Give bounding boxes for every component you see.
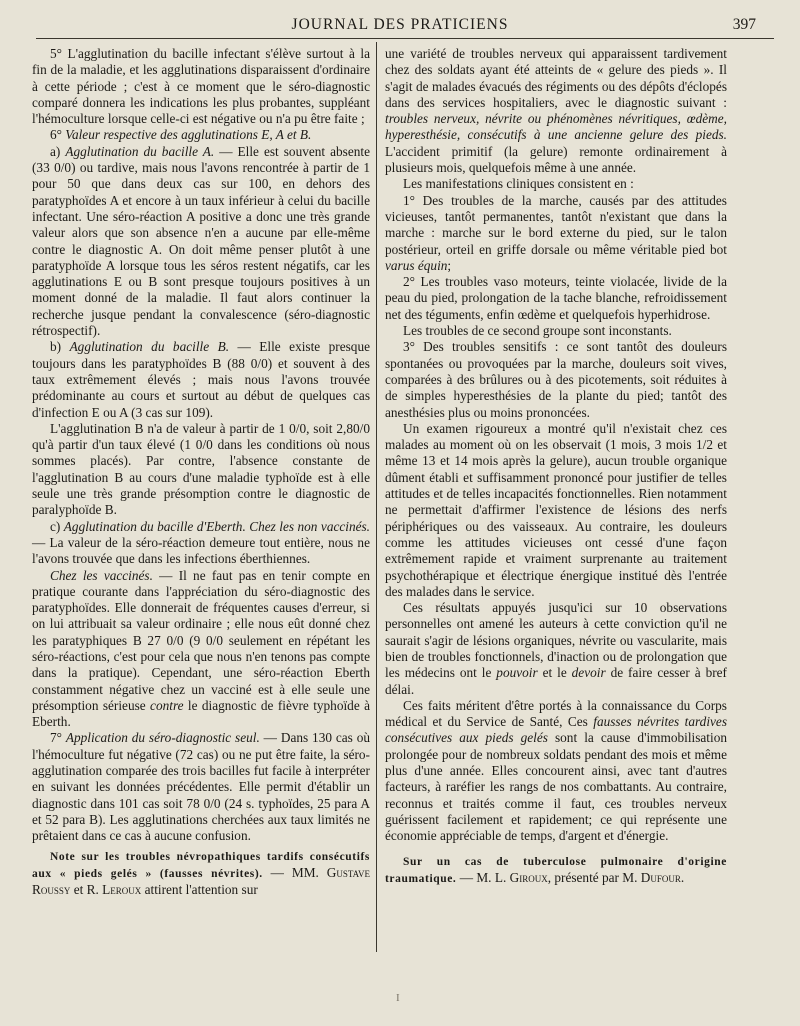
- paragraph: c) Agglutination du bacille d'Eberth. Chez les non vaccinés. — La valeur de la séro-réaction demeure tout entière, nous ne l'avons trouvée que dans les infections éberthiennes.: [32, 518, 371, 567]
- column-divider: [376, 42, 377, 952]
- paragraph: b) Agglutination du bacille B. — Elle existe presque toujours dans les paratyphoïdes B (88 0/0) et souvent à des taux extrêmement élevés ; mais nous l'avons trouvée prédominante au cours et surtout au début de quelques cas d'infection E ou A (3 cas sur 109).: [32, 339, 371, 420]
- paragraph: 3° Des troubles sensitifs : ce sont tantôt des douleurs spontanées ou provoquées par la marche, douleurs soit vives, comparées à des brûlures ou à des picotements, soit réduites à de simples hyperesthésies de la plante du pied; tantôt des anesthésies plus ou moins prononcées.: [385, 339, 727, 420]
- note-heading: Note sur les troubles névropathiques tardifs consécutifs aux « pieds gelés » (fausses névrites).: [32, 850, 370, 880]
- paragraph: Un examen rigoureux a montré qu'il n'existait chez ces malades au moment où on les observait (1 mois, 3 mois 1/2 et même 13 et 14 mois après la gelure), aucun trouble organique dûment établi et suffisamment prononcé pour justifier de telles attitudes et de telles incapacités fonctionnelles. Rien notamment ne permettait d'affirmer l'existence de lésions des nerfs périphériques ou des vaisseaux. Au contraire, les douleurs comme les attitudes vicieuses ont cessé d'une façon extrêmement rapide et vraiment surprenante au traitement psychothérapique et électrique énergique institué dès l'entrée des malades dans le service.: [385, 420, 727, 599]
- paragraph: Ces résultats appuyés jusqu'ici sur 10 observations personnelles ont amené les auteurs à cette conviction qu'il ne saurait s'agir de lésions organiques, névrite ou vascularite, mais bien de troubles fonctionnels, d'inaction ou de prolongation que les médecins ont le pouvoir et le devoir de faire cesser à bref délai.: [385, 600, 727, 697]
- paragraph: Chez les vaccinés. — Il ne faut pas en tenir compte en pratique courante dans l'appréciation du séro-diagnostic des paratyphoïdes. Elle donnerait de fréquentes causes d'erreur, si on lui attribuait sa valeur ordinaire ; elle nous eût donné chez les paratyphiques B 27 0/0 (9 0/0 seulement en répétant les séro-réactions, c'est pour cela que nous n'en tenons pas compte dans la pratique). Cependant, une séro-réaction Eberth constamment négative chez un vacciné est à elle seule une présomption sérieuse contre le diagnostic de fièvre typhoïde à Eberth.: [32, 567, 370, 730]
- right-column: [385, 46, 727, 887]
- paragraph: 7° Application du séro-diagnostic seul. — Dans 130 cas où l'hémoculture fut négative (72 cas) ou ne put être faite, la séro-agglutination comparée des trois bacilles fut facile à interpréter en suivant les données précédentes. Elle permit d'établir un diagnostic dans 101 cas soit 78 0/0 (24 s. typhoïdes, 25 para A et 52 para B). Les agglutinations cherchées aux taux limités ne prêtaient dans ce cas à aucune confusion.: [32, 730, 371, 844]
- paragraph: 5° L'agglutination du bacille infectant s'élève surtout à la fin de la maladie, et les agglutinations disparaissent d'ordinaire à cette période ; c'est à ce moment que le séro-diagnostic comparé donnera les indications les plus probantes, suppléant l'hémoculture lorsque celle-ci est négative ou n'a pu être faite ;: [32, 46, 370, 127]
- footer-mark: I: [396, 992, 400, 1004]
- note-paragraph: Sur un cas de tuberculose pulmonaire d'origine traumatique. — M. L. Giroux, présenté par M. Dufour.: [385, 855, 727, 885]
- paragraph: Les manifestations cliniques consistent en :: [403, 176, 634, 192]
- paragraph: une variété de troubles nerveux qui apparaissent tardivement chez des soldats ayant été atteints de « gelure des pieds ». Il s'agit de malades évacués des régiments ou des dépôts d'éclopés dans des services hospitaliers, avec le diagnostic suivant : troubles nerveux, névrite ou phénomènes névritiques, œdème, hyperesthésie, consécutifs à une ancienne gelure des pieds. L'accident primitif (la gelure) remonte ordinairement à plusieurs mois, quelquefois même à une année.: [385, 46, 727, 176]
- paragraph: L'agglutination B n'a de valeur à partir de 1 0/0, soit 2,80/0 qu'à partir d'un taux élevé (1 0/0 dans les conditions où nous sommes placés). Par contre, l'absence constante de l'agglutination B au cours d'une maladie typhoïde est à elle seule une très grande présomption contre le diagnostic de paralyphoïde B.: [32, 420, 370, 518]
- paragraph: Ces faits méritent d'être portés à la connaissance du Corps médical et du Service de Santé, Ces fausses névrites tardives consécutives aux pieds gelés sont la cause d'immobilisation prolongée pour de nombreux soldats pendant des mois et même plus d'une année. Elles concourent ainsi, avec tant d'autres facteurs, à raréfier les rangs de nos combattants. Au contraire, reconnus et traités comme il faut, ces troubles nerveux guérissent facilement et rapidement; ce qui représente une économie appréciable de temps, d'argent et d'énergie.: [385, 697, 727, 844]
- page-number: 397: [732, 16, 756, 33]
- running-header: [40, 14, 760, 38]
- paragraph: 2° Les troubles vaso moteurs, teinte violacée, livide de la peau du pied, prolongation de la tache blanche, refroidissement net des téguments, enfin œdème et quelquefois hyperhidrose.: [385, 274, 727, 322]
- paragraph: Les troubles de ce second groupe sont inconstants.: [403, 323, 672, 339]
- paragraph: 6° Valeur respective des agglutinations E, A et B.: [50, 127, 312, 143]
- header-rule: [36, 38, 774, 39]
- paragraph: a) Agglutination du bacille A. — Elle est souvent absente (33 0/0) ou tardive, mais nous l'avons rencontrée à partir de 1 pour 50 que dans deux cas sur 100, en dehors des paratyphoïdes A et encore à un taux inférieur à celui du bacille infectant. Une séro-réaction A positive a donc une très grande valeur alors que son absence n'en a aucune par elle-même contre le diagnostic A. On doit même penser plutôt à une paratyphoïde A lorsque tous les séros restent négatifs, car les agglutinations E ou B sont presque toujours positives à un moment donné de la maladie. Il faut alors continuer la recherche jusque pendant la convalescence (séro-diagnostic rétrospectif).: [32, 143, 371, 339]
- note-paragraph: Note sur les troubles névropathiques tardifs consécutifs aux « pieds gelés » (fausses névrites). — MM. Gustave Roussy et R. Leroux attirent l'attention sur: [32, 850, 370, 898]
- left-column: [32, 46, 370, 898]
- note-heading: Sur un cas de tuberculose pulmonaire d'origine traumatique.: [385, 855, 727, 885]
- journal-title: JOURNAL DES PRATICIENS: [291, 16, 509, 33]
- paragraph: 1° Des troubles de la marche, causés par des attitudes vicieuses, tantôt permanentes, tantôt n'existant que dans la marche : marche sur le bord externe du pied, sur le talon postérieur, orteil en griffe dorsale ou même véritable pied bot varus équin;: [385, 192, 727, 273]
